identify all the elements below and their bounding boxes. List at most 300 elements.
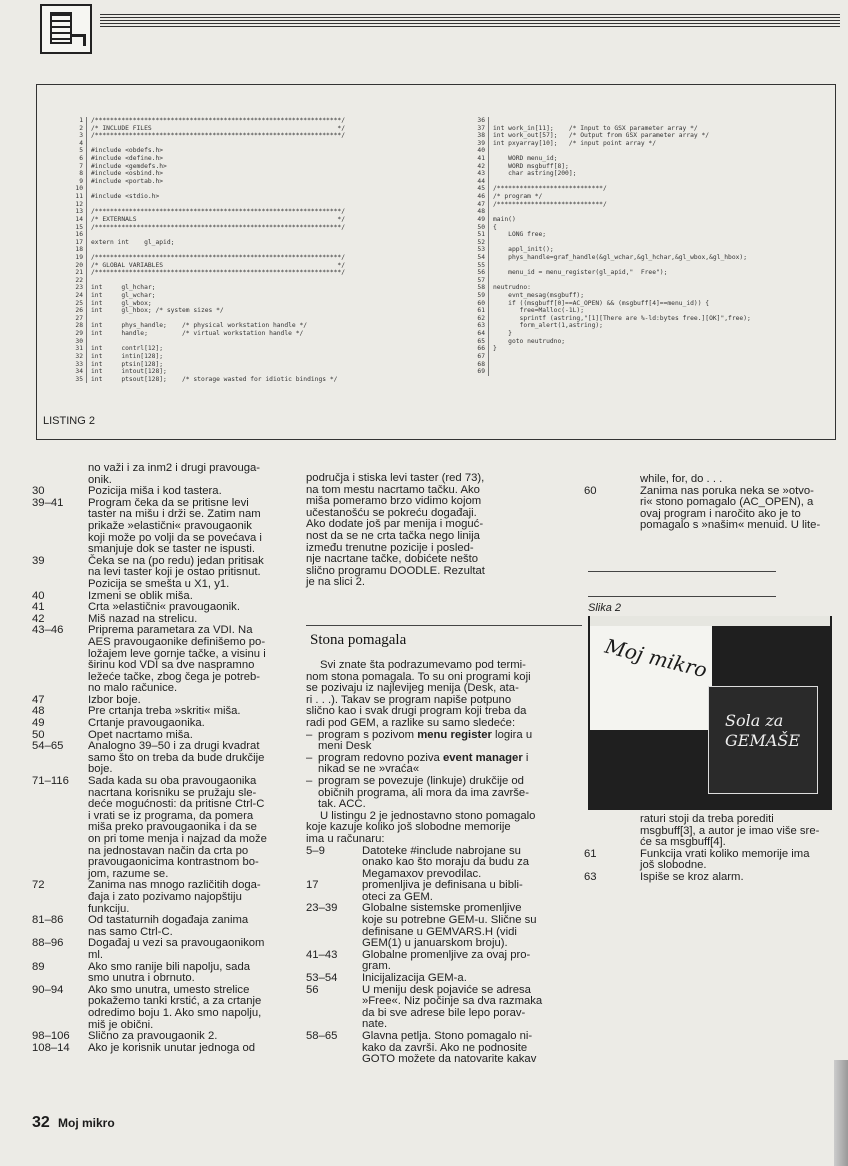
section-divider: [306, 625, 582, 626]
code-line-text: #include <stdio.h>: [91, 193, 160, 201]
code-line-text: WORD menu_id;: [493, 155, 558, 163]
code-line: [53, 376, 453, 384]
code-line-text: /* program */: [493, 193, 543, 201]
code-line-number: 3: [53, 132, 87, 140]
code-line: [455, 338, 835, 346]
numbered-entry-line: [32, 938, 284, 950]
entry-text: Sada kada su oba pravougaonika: [88, 775, 257, 788]
code-line-number: 24: [53, 292, 87, 300]
continuation-line: raturi stoji da treba porediti: [640, 813, 774, 825]
code-line: [53, 254, 453, 262]
code-line-text: [91, 315, 453, 323]
entry-number: 40: [32, 589, 45, 602]
entry-number: 49: [32, 717, 45, 730]
code-line: [53, 322, 453, 330]
code-line-number: 60: [455, 300, 489, 308]
figure-menu-strip: [590, 616, 830, 626]
code-line-text: }: [493, 345, 497, 353]
entry-text: definisane u GEMVARS.H (vidi: [362, 925, 517, 938]
section-title: Stona pomagala: [310, 632, 407, 648]
paragraph-line: područja i stiska levi taster (red 73),: [306, 472, 485, 484]
code-line-text: /****************************/: [493, 185, 607, 193]
bullet-dash: –: [306, 751, 313, 764]
entry-number: [32, 973, 88, 985]
code-line: [455, 284, 835, 292]
code-line-number: 58: [455, 284, 489, 292]
code-line-number: 63: [455, 322, 489, 330]
entry-number: 53–54: [306, 972, 338, 985]
code-line-text: int phys_handle; /* physical workstation handle */: [91, 322, 308, 330]
entry-text: Pre crtanja treba »skriti« miša.: [88, 705, 241, 718]
computer-listing-icon: [40, 4, 92, 54]
numbered-entry-line: [306, 1054, 582, 1066]
code-line-text: form_alert(1,astring);: [493, 322, 603, 330]
intro-line: radi pod GEM, a razlike su samo sledeće:: [306, 716, 516, 729]
entry-number: 71–116: [32, 775, 69, 788]
bullet-dash: –: [306, 774, 313, 787]
code-line: [455, 170, 835, 178]
entry-number: 5–9: [306, 844, 325, 857]
code-line-text: menu_id = menu_register(gl_apid," Free");: [493, 269, 668, 277]
entry-number: [32, 509, 88, 521]
entry-number: [32, 799, 88, 811]
code-line-number: 61: [455, 307, 489, 315]
entry-text: promenljiva je definisana u bibli-: [362, 879, 523, 892]
numbered-entry-line: [584, 849, 832, 861]
entry-text: ml.: [88, 948, 104, 961]
code-line-text: appl_init();: [493, 246, 554, 254]
code-line: [455, 231, 835, 239]
entry-text: Opet nacrtamo miša.: [88, 728, 193, 741]
entry-number: 90–94: [32, 983, 64, 996]
entry-text: Izmeni se oblik miša.: [88, 589, 193, 602]
entry-number: [306, 1054, 362, 1066]
code-line-text: [91, 231, 453, 239]
entry-number: [32, 672, 88, 684]
figure-rule-bottom: [588, 596, 776, 597]
code-line-number: 55: [455, 262, 489, 270]
code-line: [455, 307, 835, 315]
code-line-number: 11: [53, 193, 87, 201]
intro-line: slično kao i svak drugi program koji treba da: [306, 705, 527, 718]
code-line-number: 51: [455, 231, 489, 239]
numbered-entry-line: [306, 950, 582, 962]
entry-number: 54–65: [32, 740, 64, 753]
entry-number: [306, 927, 362, 939]
entry-number: [32, 521, 88, 533]
code-line-number: 9: [53, 178, 87, 186]
code-line-text: /****************************/: [493, 200, 607, 208]
code-line-number: 41: [455, 155, 489, 163]
entry-number: 30: [32, 485, 45, 498]
code-line-number: 54: [455, 254, 489, 262]
code-line-text: /* GLOBAL VARIABLES */: [91, 261, 346, 269]
entry-text: pokažemo tanki krstić, a za crtanje: [88, 995, 262, 1008]
bullet-dash: –: [306, 728, 313, 741]
entry-text: smanjuje dok se taster ne ispusti.: [88, 543, 256, 556]
entry-number: 39–41: [32, 496, 64, 509]
code-line-number: 4: [53, 140, 87, 148]
code-line-number: 46: [455, 193, 489, 201]
code-listing-right: [455, 117, 835, 376]
code-line: [53, 307, 453, 315]
text-column-3-bottom: [584, 814, 832, 884]
magazine-spine: [834, 1060, 848, 1166]
numbered-entry-line: [32, 1043, 284, 1055]
code-line: [53, 125, 453, 133]
entry-number: [32, 1008, 88, 1020]
code-line-text: [493, 147, 835, 155]
paragraph-line: ima u računaru:: [306, 832, 385, 845]
entry-number: [32, 996, 88, 1008]
code-line: [53, 345, 453, 353]
code-line-number: 26: [53, 307, 87, 315]
code-line-text: [91, 140, 453, 148]
figure-rule-top: [588, 571, 776, 572]
entry-number: 43–46: [32, 624, 64, 637]
code-line: [53, 224, 453, 232]
entry-text: »Free«. Niz počinje sa dva razmaka: [362, 995, 543, 1008]
entry-number: [32, 753, 88, 765]
code-line-text: /*****************************************************************/: [91, 269, 346, 277]
figure-window-text: [725, 711, 800, 751]
code-line-text: neutrudno:: [493, 284, 531, 292]
intro-line: ri . . .). Takav se program napiše potpuno: [306, 693, 512, 706]
code-line-text: [91, 277, 453, 285]
code-line-text: [493, 262, 835, 270]
entry-text: i vrati se iz programa, da pomera: [88, 809, 254, 822]
code-line-number: 31: [53, 345, 87, 353]
numbered-entry-line: [32, 602, 284, 614]
entry-text: AES pravougaonike definišemo po-: [88, 635, 266, 648]
numbered-entry-line: [306, 915, 582, 927]
code-line-text: int gl_hchar;: [91, 284, 156, 292]
numbered-entry-line: [32, 753, 284, 765]
code-line: [455, 368, 835, 376]
entry-number: [32, 857, 88, 869]
code-line: [53, 140, 453, 148]
code-listing-left: [53, 117, 453, 383]
entry-number: [32, 846, 88, 858]
entry-text: Crta »elastični« pravougaonik.: [88, 601, 240, 614]
magazine-name: Moj mikro: [58, 1116, 115, 1130]
code-line: [53, 231, 453, 239]
code-line: [455, 330, 835, 338]
code-line-number: 28: [53, 322, 87, 330]
code-line: [53, 216, 453, 224]
bullet-post: logira u: [491, 728, 533, 741]
entry-number: [32, 660, 88, 672]
numbered-entry-line: [32, 776, 284, 788]
numbered-entry-line: [306, 857, 582, 869]
entry-text: taster na mišu i drži se. Zatim nam: [88, 508, 261, 521]
numbered-entry-line: [32, 950, 284, 962]
entry-text: Događaj u vezi sa pravougaonikom: [88, 937, 265, 950]
paragraph-line: Ako dodate još par menija i moguć-: [306, 518, 484, 531]
numbered-entry-line: [584, 520, 832, 532]
entry-text: GEM(1) u januarskom broju).: [362, 937, 508, 950]
code-line: [455, 132, 835, 140]
code-line-text: #include <define.h>: [91, 155, 164, 163]
code-line-text: goto neutrudno;: [493, 337, 566, 345]
numbered-entry-line: [32, 521, 284, 533]
entry-text: smo unutra i obrnuto.: [88, 972, 195, 985]
paragraph-line: na tom mestu nacrtamo tačku. Ako: [306, 483, 480, 496]
numbered-entry-line: [584, 872, 832, 884]
code-line-text: int pxyarray[10]; /* input point array */: [493, 139, 657, 147]
entry-text: Miš nazad na strelicu.: [88, 612, 198, 625]
code-line-text: /*****************************************************************/: [91, 132, 346, 140]
code-line-number: 12: [53, 201, 87, 209]
code-line-number: 59: [455, 292, 489, 300]
code-line-number: 69: [455, 368, 489, 376]
entry-text: Inicijalizacija GEM-a.: [362, 972, 467, 985]
entry-number: [32, 533, 88, 545]
code-line-number: 56: [455, 269, 489, 277]
paragraph-line: koje kazuje koliko još slobodne memorije: [306, 821, 511, 834]
entry-number: 98–106: [32, 1030, 70, 1043]
code-line-text: extern int gl_apid;: [91, 238, 175, 246]
lead-line: no važi i za inm2 i drugi pravouga-: [88, 462, 261, 474]
code-line-text: if ((msgbuff[0]==AC_OPEN) && (msgbuff[4]==menu_id)) {: [493, 299, 710, 307]
entry-text: Glavna petlja. Stono pomagalo ni-: [362, 1030, 533, 1042]
figure-drawing-area: [590, 626, 712, 730]
entry-number: 41–43: [306, 948, 338, 961]
paragraph-line: između trenutne pozicije i posled-: [306, 541, 474, 554]
code-line-text: free=Malloc(-1L);: [493, 307, 584, 315]
entry-text: Od tastaturnih događaja zanima: [88, 914, 249, 927]
figure-window-line2: GEMAŠE: [725, 731, 801, 750]
code-line-text: int ptsout[128]; /* storage wasted for idiotic bindings */: [91, 375, 338, 383]
code-line: [455, 361, 835, 369]
code-line-text: int work_out[57]; /* Output from GSX parameter array */: [493, 132, 710, 140]
code-line-text: [493, 368, 835, 376]
code-line-text: sprintf (astring,"[1][There are %-ld:bytes free.][OK]",free);: [493, 314, 751, 322]
entry-text: funkciju.: [88, 902, 130, 915]
code-line-number: 2: [53, 125, 87, 133]
entry-number: [32, 567, 88, 579]
code-line-text: main(): [493, 215, 516, 223]
code-line-number: 30: [53, 338, 87, 346]
entry-number: 50: [32, 728, 45, 741]
figure-window-line1: Sola za: [725, 711, 784, 730]
code-line-text: /*****************************************************************/: [91, 253, 346, 261]
paragraph-line: nje nacrtane tačke, dobićete nešto: [306, 553, 479, 566]
entry-text: Izbor boje.: [88, 693, 141, 706]
code-line: [53, 185, 453, 193]
bullet-pre: program se povezuje (linkuje) drukčije od: [318, 774, 524, 787]
code-line: [53, 262, 453, 270]
numbered-entry-line: [32, 637, 284, 649]
code-line-number: 52: [455, 239, 489, 247]
code-line: [455, 178, 835, 186]
entry-text: Ako smo ranije bili napolju, sada: [88, 960, 251, 973]
entry-number: [32, 892, 88, 904]
paragraph-line: nost da se ne crta tačka nego linija: [306, 529, 480, 542]
figure-window: [708, 686, 818, 794]
bullet-post: i: [522, 751, 529, 764]
entry-text: boje.: [88, 763, 113, 776]
code-line-number: 43: [455, 170, 489, 178]
code-line: [455, 300, 835, 308]
code-line-text: [493, 117, 835, 125]
code-line-number: 62: [455, 315, 489, 323]
code-line: [455, 224, 835, 232]
numbered-entry-line: [32, 660, 284, 672]
numbered-entry-line: [32, 1008, 284, 1020]
numbered-entry-line: [32, 1031, 284, 1043]
code-line-text: LONG free;: [493, 231, 547, 239]
entry-text: kako da završi. Ako ne podnosite: [362, 1041, 528, 1054]
entry-text: još slobodne.: [640, 859, 707, 872]
code-line-number: 42: [455, 163, 489, 171]
code-line-text: [493, 208, 835, 216]
document-icon: [50, 12, 72, 44]
entry-text: Ako je korisnik unutar jednoga od: [88, 1041, 256, 1054]
code-line-number: 20: [53, 262, 87, 270]
numbered-entry-line: [32, 973, 284, 985]
code-line-text: char astring[200];: [493, 170, 577, 178]
entry-text: pomagalo s »našim« menuid. U lite-: [640, 519, 821, 532]
code-line-number: 37: [455, 125, 489, 133]
code-line: [53, 201, 453, 209]
code-line: [53, 163, 453, 171]
entry-number: [584, 509, 640, 521]
entry-text: nas samo Ctrl-C.: [88, 925, 173, 938]
entry-number: [306, 857, 362, 869]
bullet-continuation: meni Desk: [318, 740, 372, 753]
entry-text: nate.: [362, 1018, 388, 1031]
code-line: [455, 345, 835, 353]
entry-number: [306, 1008, 362, 1020]
entry-text: Zanima nas mnogo različitih doga-: [88, 879, 261, 892]
entry-text: Ispiše se kroz alarm.: [640, 870, 744, 883]
entry-text: Pozicija miša i kod tastera.: [88, 485, 222, 498]
code-line-number: 34: [53, 368, 87, 376]
numbered-entry-line: [306, 973, 582, 985]
code-line: [455, 239, 835, 247]
entry-number: 42: [32, 612, 45, 625]
entry-number: [32, 579, 88, 591]
code-line-text: [91, 185, 453, 193]
code-line: [53, 269, 453, 277]
entry-number: [306, 915, 362, 927]
entry-text: miša preko pravougaonika i da se: [88, 821, 257, 834]
code-line: [455, 193, 835, 201]
entry-text: gram.: [362, 960, 391, 973]
text-column-3-top: [584, 474, 832, 532]
entry-text: Funkcija vrati koliko memorije ima: [640, 847, 810, 860]
code-line-number: 8: [53, 170, 87, 178]
numbered-entry-line: [32, 915, 284, 927]
continuation-line: msgbuff[3], a autor je imao više sre-: [640, 824, 820, 837]
hand-icon: [70, 34, 86, 46]
entry-number: [32, 811, 88, 823]
paragraph-line: slično programu DOODLE. Rezultat: [306, 564, 485, 577]
numbered-entry-line: [32, 544, 284, 556]
entry-number: [584, 497, 640, 509]
code-line-text: int gl_wchar;: [91, 292, 156, 300]
code-line-number: 6: [53, 155, 87, 163]
code-line-text: /*****************************************************************/: [91, 208, 346, 216]
code-line-number: 64: [455, 330, 489, 338]
numbered-entry-line: [306, 1031, 582, 1043]
code-line: [53, 330, 453, 338]
entry-text: Čeka se na (po redu) jedan pritisak: [88, 554, 264, 567]
code-line-number: 45: [455, 185, 489, 193]
code-line-text: int gl_wbox;: [91, 299, 152, 307]
entry-text: ložajem leve gornje tačke, a visinu i: [88, 647, 266, 660]
bullet-keyword: event manager: [442, 751, 523, 764]
code-line-text: int intout[128];: [91, 368, 167, 376]
code-line-text: [493, 277, 835, 285]
code-line: [455, 322, 835, 330]
entry-number: 108–14: [32, 1041, 70, 1054]
code-line: [53, 300, 453, 308]
code-line-number: 33: [53, 361, 87, 369]
code-line-text: /*****************************************************************/: [91, 223, 346, 231]
code-line-text: #include <obdefs.h>: [91, 147, 164, 155]
entry-text: on pri tome menja i najzad da može: [88, 833, 267, 845]
bullet-pre: program s pozivom: [318, 728, 418, 741]
entry-text: Pozicija se smešta u X1, y1.: [88, 577, 230, 590]
code-line-number: 32: [53, 353, 87, 361]
entry-number: [32, 950, 88, 962]
code-line-text: #include <portab.h>: [91, 177, 164, 185]
code-line-text: #include <osbind.h>: [91, 170, 164, 178]
numbered-entry-line: [32, 683, 284, 695]
bullet-continuation: običnih programa, ali mora da ima završe-: [318, 786, 529, 799]
entry-text: GOTO možete da natovarite kakav: [362, 1053, 537, 1066]
entry-text: no malo računice.: [88, 682, 178, 695]
code-line-number: 22: [53, 277, 87, 285]
numbered-entry-line: [32, 892, 284, 904]
entry-text: ovaj program i naročito ako je to: [640, 507, 801, 520]
entry-text: koje su potrebne GEM-u. Slične su: [362, 914, 537, 927]
code-line-number: 40: [455, 147, 489, 155]
entry-number: 61: [584, 847, 597, 860]
bullet-continuation: tak. ACC.: [318, 798, 366, 811]
code-line-number: 47: [455, 201, 489, 209]
code-line: [53, 277, 453, 285]
entry-number: [32, 822, 88, 834]
code-line-number: 5: [53, 147, 87, 155]
entry-text: nacrtana korisniku se pružaju sle-: [88, 786, 257, 799]
bullet-text: [318, 776, 524, 788]
entry-number: [32, 649, 88, 661]
code-line: [455, 315, 835, 323]
code-line: [53, 246, 453, 254]
code-line: [53, 132, 453, 140]
figure-screenshot: [588, 616, 832, 810]
entry-text: Globalne sistemske promenljive: [362, 902, 522, 915]
code-line: [455, 147, 835, 155]
entry-number: 17: [306, 879, 319, 892]
entry-text: Globalne promenljive za ovaj pro-: [362, 948, 531, 961]
entry-number: 88–96: [32, 937, 64, 950]
entry-number: 63: [584, 870, 597, 883]
numbered-entry-line: [32, 579, 284, 591]
code-line: [53, 155, 453, 163]
code-line-number: 44: [455, 178, 489, 186]
paragraph-line: U listingu 2 je jednostavno stono pomagalo: [320, 809, 536, 822]
paragraph-line: je na slici 2.: [306, 576, 366, 589]
code-line-text: phys_handle=graf_handle(&gl_wchar,&gl_hchar,&gl_wbox,&gl_hbox);: [493, 253, 748, 261]
header-rule-bar: [100, 14, 840, 28]
code-line-text: [91, 246, 453, 254]
numbered-entry-line: [32, 834, 284, 846]
entry-text: koji može po volji da se povećava i: [88, 531, 262, 544]
